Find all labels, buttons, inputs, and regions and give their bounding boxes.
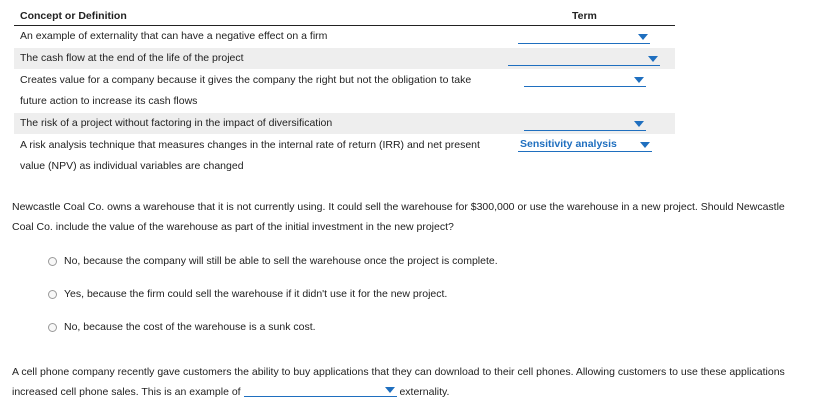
matching-table-header bbox=[14, 7, 675, 26]
matching-row-2 bbox=[14, 48, 675, 70]
term-dropdown-2[interactable] bbox=[508, 51, 660, 66]
definition-text: An example of externality that can have a negative effect on a firm bbox=[20, 30, 328, 42]
matching-row-5 bbox=[14, 135, 675, 178]
radio-button[interactable] bbox=[48, 290, 57, 299]
definition-text: The risk of a project without factoring in the impact of diversification bbox=[20, 117, 333, 129]
radio-button[interactable] bbox=[48, 323, 57, 332]
matching-row-1 bbox=[14, 26, 675, 48]
matching-row-4 bbox=[14, 113, 675, 135]
answer-option-label: Yes, because the firm could sell the warehouse if it didn't use it for the new project. bbox=[64, 288, 448, 300]
chevron-down-icon bbox=[634, 77, 644, 83]
fill-in-text-after: externality. bbox=[399, 386, 450, 398]
chevron-down-icon bbox=[638, 34, 648, 40]
matching-row-3 bbox=[14, 70, 675, 113]
definition-text: The cash flow at the end of the life of the project bbox=[20, 52, 244, 64]
term-dropdown-5[interactable] bbox=[518, 137, 652, 152]
chevron-down-icon bbox=[648, 56, 658, 62]
answer-option-label: No, because the company will still be able to sell the warehouse once the project is complete. bbox=[64, 255, 498, 267]
externality-dropdown[interactable] bbox=[244, 383, 397, 397]
fill-in-text-before: A cell phone company recently gave customers the ability to buy applications that they can download to their cell phones. Allowing customers to use these applications increased cell phone sales. This is an example of bbox=[12, 366, 785, 398]
term-dropdown-1[interactable] bbox=[518, 29, 650, 44]
definition-text: A risk analysis technique that measures changes in the internal rate of return (IRR) and net present value (NPV) as individual variables are changed bbox=[20, 139, 480, 172]
term-dropdown-3[interactable] bbox=[524, 72, 646, 87]
concept-column-header: Concept or Definition bbox=[20, 10, 127, 22]
answer-option-label: No, because the cost of the warehouse is a sunk cost. bbox=[64, 321, 316, 333]
chevron-down-icon bbox=[640, 142, 650, 148]
chevron-down-icon bbox=[634, 121, 644, 127]
chevron-down-icon bbox=[385, 387, 395, 393]
radio-button[interactable] bbox=[48, 257, 57, 266]
term-dropdown-value: Sensitivity analysis bbox=[520, 138, 617, 150]
term-column-header: Term bbox=[572, 10, 597, 22]
term-dropdown-4[interactable] bbox=[524, 116, 646, 131]
matching-table bbox=[14, 7, 675, 178]
definition-text: Creates value for a company because it gives the company the right but not the obligation to take future action to increase its cash flows bbox=[20, 74, 472, 107]
fill-in-question bbox=[12, 362, 802, 402]
question-text: Newcastle Coal Co. owns a warehouse that it is not currently using. It could sell the warehouse for $300,000 or use the warehouse in a new project. Should Newcastle Coal Co. include the value of the warehouse as part of the initial investment in the new project? bbox=[12, 201, 785, 233]
